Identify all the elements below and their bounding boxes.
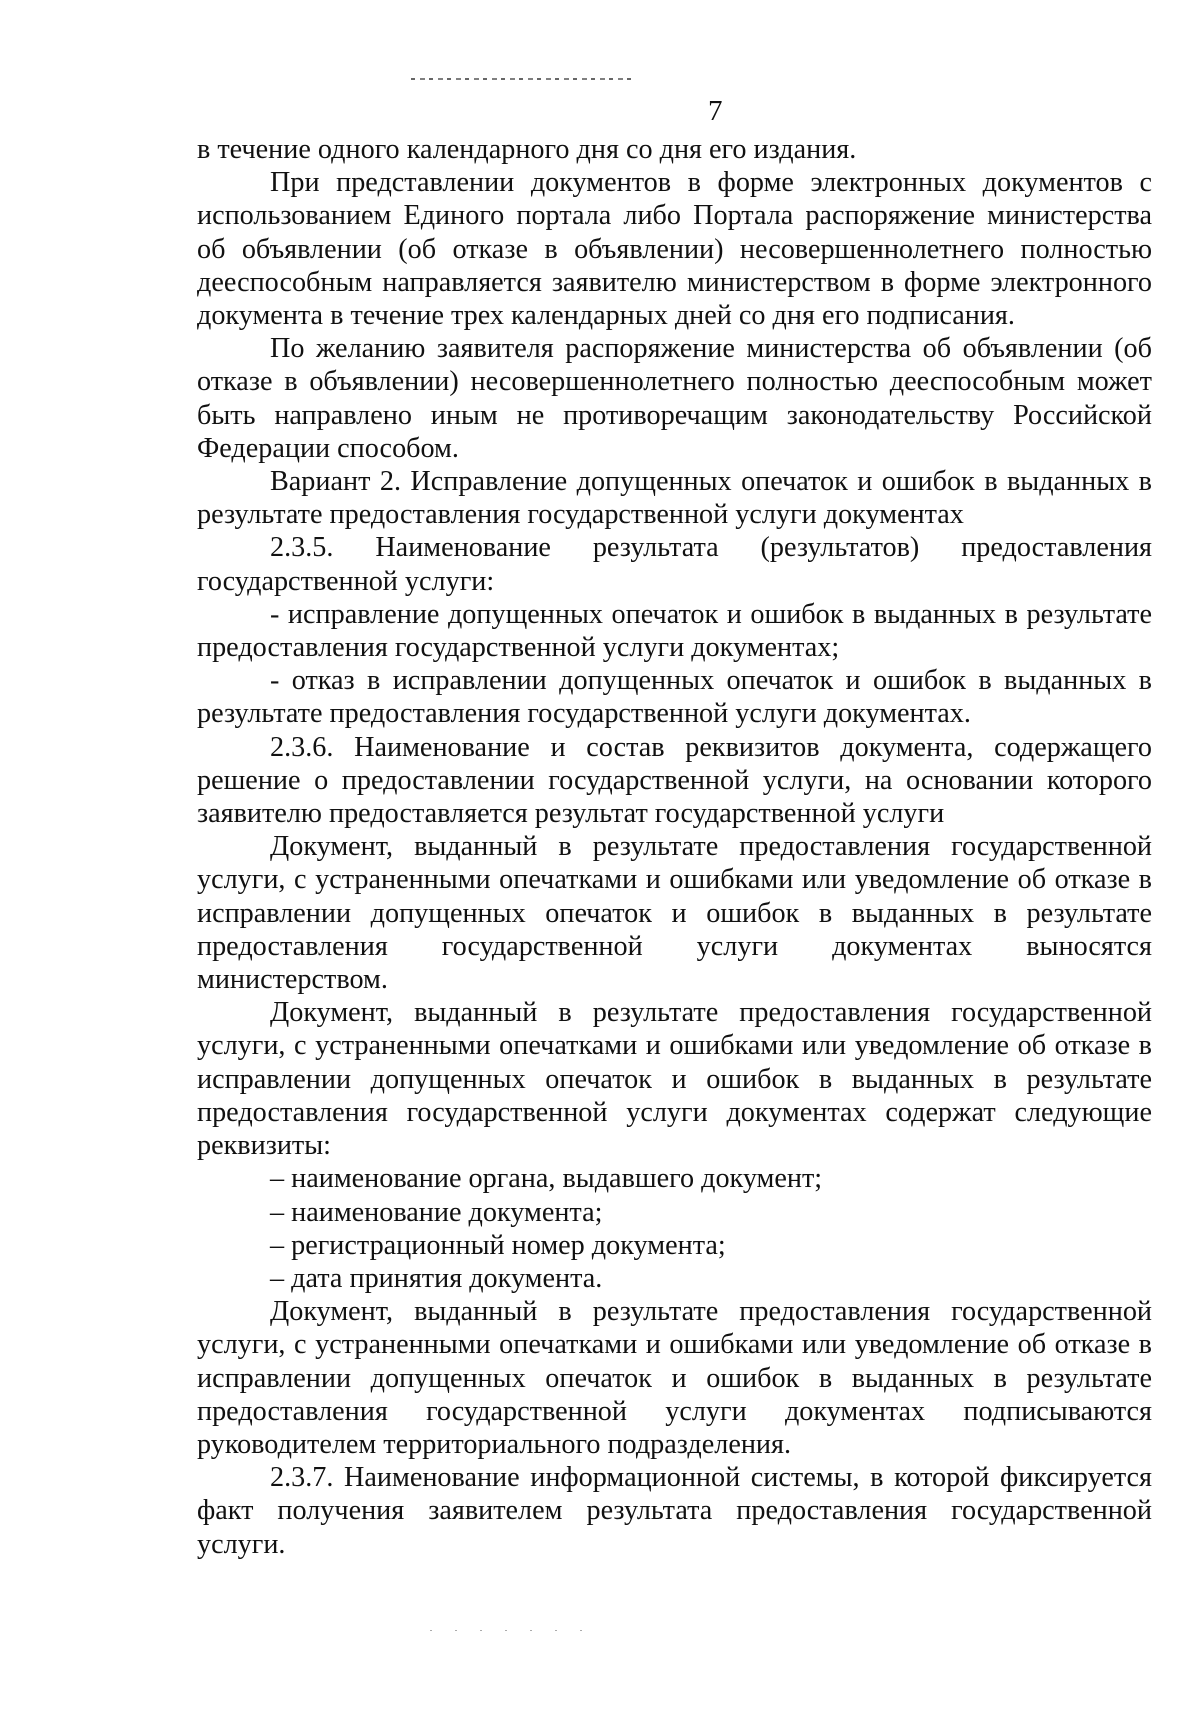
section-2-3-5: 2.3.5. Наименование результата (результатов) предоставления государственной услуги: xyxy=(197,532,1152,597)
section-2-3-7: 2.3.7. Наименование информационной системы, в которой фиксируется факт получения заявителем результата предоставления государственной услуги. xyxy=(197,1462,1152,1560)
paragraph-issued-by-ministry: Документ, выданный в результате предоставления государственной услуги, с устраненными опечатками и ошибками или уведомление об отказе в исправлении допущенных опечаток и ошибок в выданных в результате предоставления государственной услуги документах выносятся министерством. xyxy=(197,831,1152,996)
requisite-item: – наименование органа, выдавшего документ; xyxy=(270,1163,823,1195)
result-refusal-item: - отказ в исправлении допущенных опечаток и ошибок в выданных в результате предоставления государственной услуги документах. xyxy=(197,665,1152,730)
requisites-list xyxy=(197,1162,1152,1295)
paragraph-requisites-intro: Документ, выданный в результате предоставления государственной услуги, с устраненными опечатками и ошибками или уведомление об отказе в исправлении допущенных опечаток и ошибок в выданных в результате предоставления государственной услуги документах содержат следующие реквизиты: xyxy=(197,997,1152,1162)
section-2-3-6: 2.3.6. Наименование и состав реквизитов документа, содержащего решение о предоставлении государственной услуги, на основании которого заявителю предоставляется результат государственной услуги xyxy=(197,731,1152,830)
requisite-item: – регистрационный номер документа; xyxy=(270,1229,726,1261)
scan-artifact-bottom xyxy=(430,1630,600,1631)
result-correction-item: - исправление допущенных опечаток и ошибок в выданных в результате предоставления государственной услуги документах; xyxy=(197,598,1152,664)
paragraph-signature: Документ, выданный в результате предоставления государственной услуги, с устраненными опечатками и ошибками или уведомление об отказе в исправлении допущенных опечаток и ошибок в выданных в результате предоставления государственной услуги документах подписываются руководителем территориального подразделения. xyxy=(197,1296,1152,1460)
requisite-item: – дата принятия документа. xyxy=(270,1262,603,1294)
page-number: 7 xyxy=(708,95,723,127)
requisite-item: – наименование документа; xyxy=(270,1196,603,1228)
document-body xyxy=(197,133,1152,1561)
paragraph-continuation: в течение одного календарного дня со дня его издания. xyxy=(197,134,857,165)
scan-artifact xyxy=(411,78,631,80)
paragraph-electronic-documents: При представлении документов в форме электронных документов с использованием Единого портала либо Портала распоряжение министерства об объявлении (об отказе в объявлении) несовершеннолетнего полностью дееспособным направляется заявителю министерством в форме электронного документа в течение трех календарных дней со дня его подписания. xyxy=(197,167,1152,332)
paragraph-other-delivery-method: По желанию заявителя распоряжение министерства об объявлении (об отказе в объявлении) несовершеннолетнего полностью дееспособным может быть направлено иным не противоречащим законодательству Российской Федерации способом. xyxy=(197,333,1152,464)
section-variant-2: Вариант 2. Исправление допущенных опечаток и ошибок в выданных в результате предоставления государственной услуги документах xyxy=(197,466,1152,531)
